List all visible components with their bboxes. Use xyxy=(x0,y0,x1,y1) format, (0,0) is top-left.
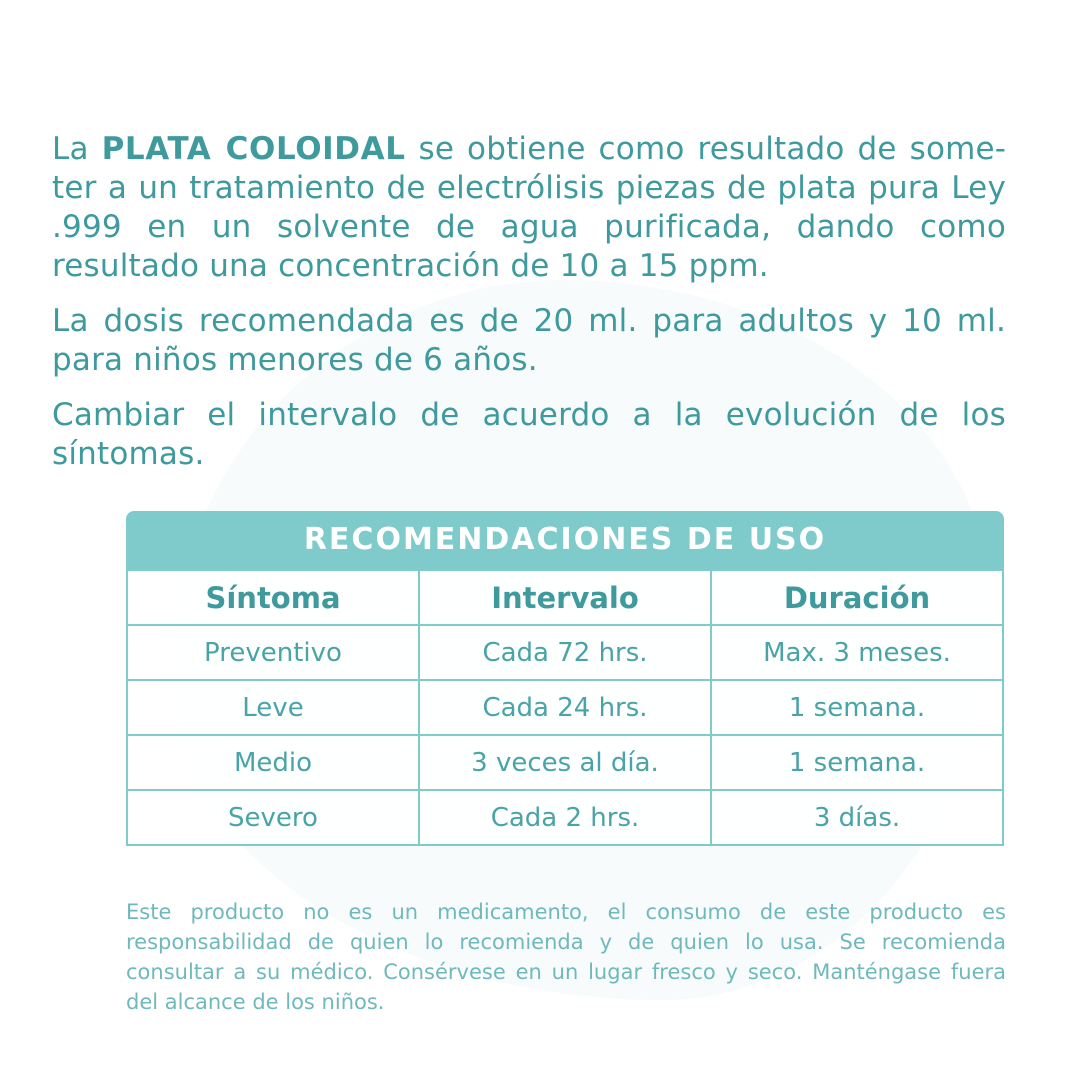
cell-interval: Cada 72 hrs. xyxy=(419,625,711,680)
intro-paragraph-3: Cambiar el intervalo de acuerdo a la evolución de los síntomas. xyxy=(52,397,1006,472)
header-duracion: Duración xyxy=(711,570,1003,625)
header-intervalo: Intervalo xyxy=(419,570,711,625)
cell-symptom: Preventivo xyxy=(127,625,419,680)
cell-interval: Cada 2 hrs. xyxy=(419,790,711,845)
table-row xyxy=(127,625,1003,680)
product-name: PLATA COLOIDAL xyxy=(101,131,406,167)
usage-recommendations-table xyxy=(126,511,1004,846)
table-row xyxy=(127,680,1003,735)
recommendations-grid xyxy=(126,569,1004,846)
cell-duration: 1 semana. xyxy=(711,680,1003,735)
intro-paragraph-1 xyxy=(52,130,1006,286)
intro-p1-end: se obtiene como resultado de someter a un tratamiento de electrólisis piezas de plata pura Ley .999 en un solvente de agua purificada, dando como resultado una concentración de 10 a 15 ppm. xyxy=(52,131,1006,284)
disclaimer-text: Este producto no es un medicamento, el consumo de este producto es responsabilidad de quien lo recomienda y de quien lo usa. Se recomienda consultar a su médico. Consérvese en un lugar fresco y seco. Manténgase fuera del alcance de los niños. xyxy=(126,900,1006,1014)
cell-interval: 3 veces al día. xyxy=(419,735,711,790)
table-header-row xyxy=(127,570,1003,625)
cell-duration: Max. 3 meses. xyxy=(711,625,1003,680)
cell-duration: 3 días. xyxy=(711,790,1003,845)
cell-symptom: Severo xyxy=(127,790,419,845)
table-row xyxy=(127,735,1003,790)
header-sintoma: Síntoma xyxy=(127,570,419,625)
table-title: RECOMENDACIONES DE USO xyxy=(126,511,1004,569)
intro-paragraph-2: La dosis recomendada es de 20 ml. para adultos y 10 ml. para niños menores de 6 años. xyxy=(52,303,1006,378)
cell-symptom: Medio xyxy=(127,735,419,790)
table-row xyxy=(127,790,1003,845)
cell-symptom: Leve xyxy=(127,680,419,735)
cell-interval: Cada 24 hrs. xyxy=(419,680,711,735)
intro-p1-start: La xyxy=(52,131,102,167)
cell-duration: 1 semana. xyxy=(711,735,1003,790)
intro-text xyxy=(52,130,1006,490)
